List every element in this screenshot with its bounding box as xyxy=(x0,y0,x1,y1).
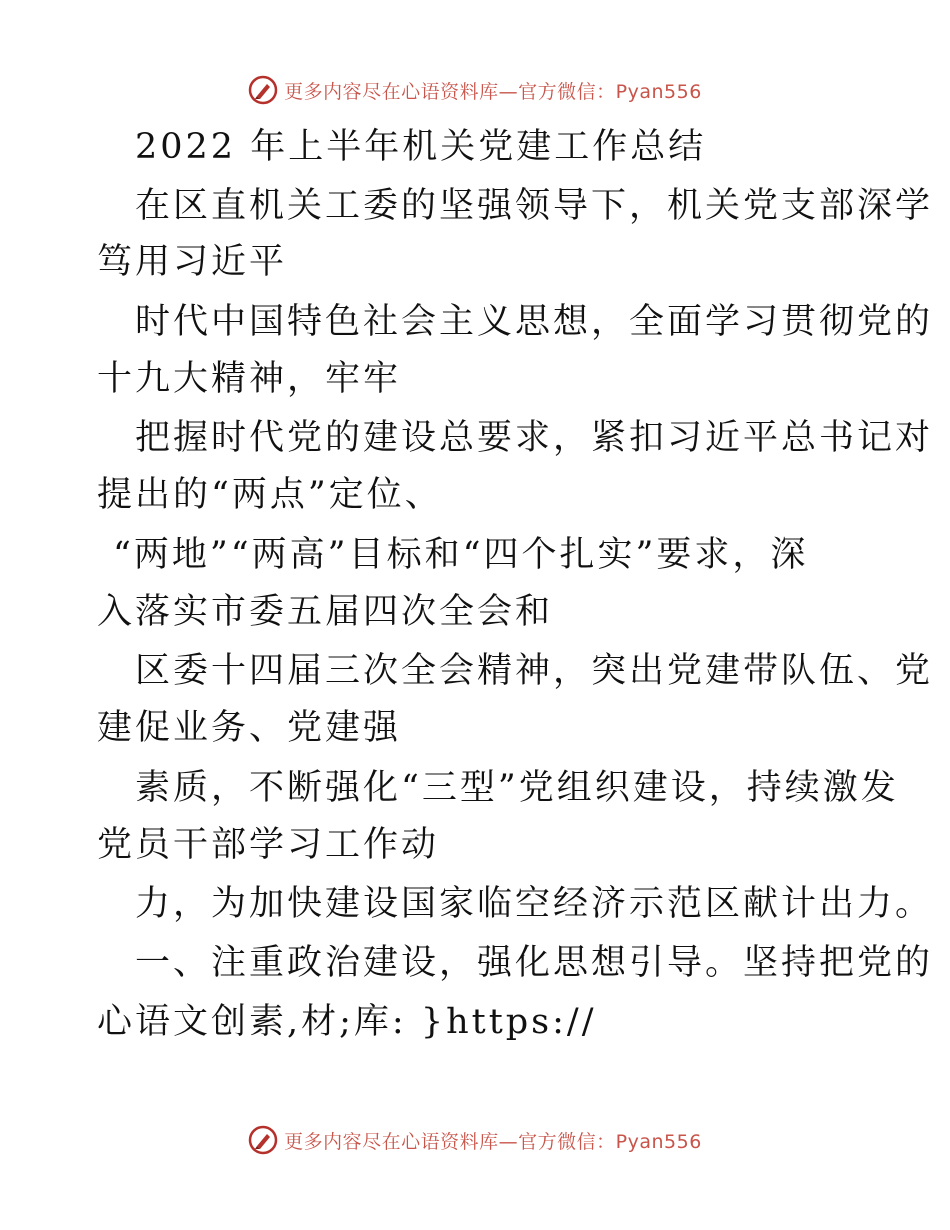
text-line: 入落实市委五届四次全会和 xyxy=(97,592,554,632)
text-line: 心语文创素,材;库: }https:// xyxy=(97,1002,597,1042)
text-line: 在区直机关工委的坚强领导下，机关党支部深学 xyxy=(135,186,934,226)
text-line: 建促业务、党建强 xyxy=(97,708,402,748)
header-banner xyxy=(0,70,950,110)
text-line: 素质，不断强化“三型”党组织建设，持续激发 xyxy=(135,768,899,808)
document-title: 2022 年上半年机关党建工作总结 xyxy=(135,127,707,167)
pen-logo-icon xyxy=(248,1125,278,1155)
text-line: 党员干部学习工作动 xyxy=(97,825,440,865)
text-line: 时代中国特色社会主义思想，全面学习贯彻党的 xyxy=(135,302,934,342)
text-line: 十九大精神，牢牢 xyxy=(97,359,402,399)
text-line: 把握时代党的建设总要求，紧扣习近平总书记对 xyxy=(135,418,934,458)
text-line: “两地”“两高”目标和“四个扎实”要求，深 xyxy=(113,535,809,575)
text-line: 区委十四届三次全会精神，突出党建带队伍、党 xyxy=(135,651,934,691)
header-banner-text: 更多内容尽在心语资料库—官方微信：Pyan556 xyxy=(284,80,702,103)
pen-logo-icon xyxy=(248,75,278,105)
text-line: 力，为加快建设国家临空经济示范区献计出力。 xyxy=(135,884,934,924)
footer-banner-text: 更多内容尽在心语资料库—官方微信：Pyan556 xyxy=(284,1130,702,1153)
footer-banner xyxy=(0,1120,950,1160)
text-line: 一、注重政治建设，强化思想引导。坚持把党的 xyxy=(135,943,934,983)
text-line: 笃用习近平 xyxy=(97,242,288,282)
text-line: 提出的“两点”定位、 xyxy=(97,475,443,515)
